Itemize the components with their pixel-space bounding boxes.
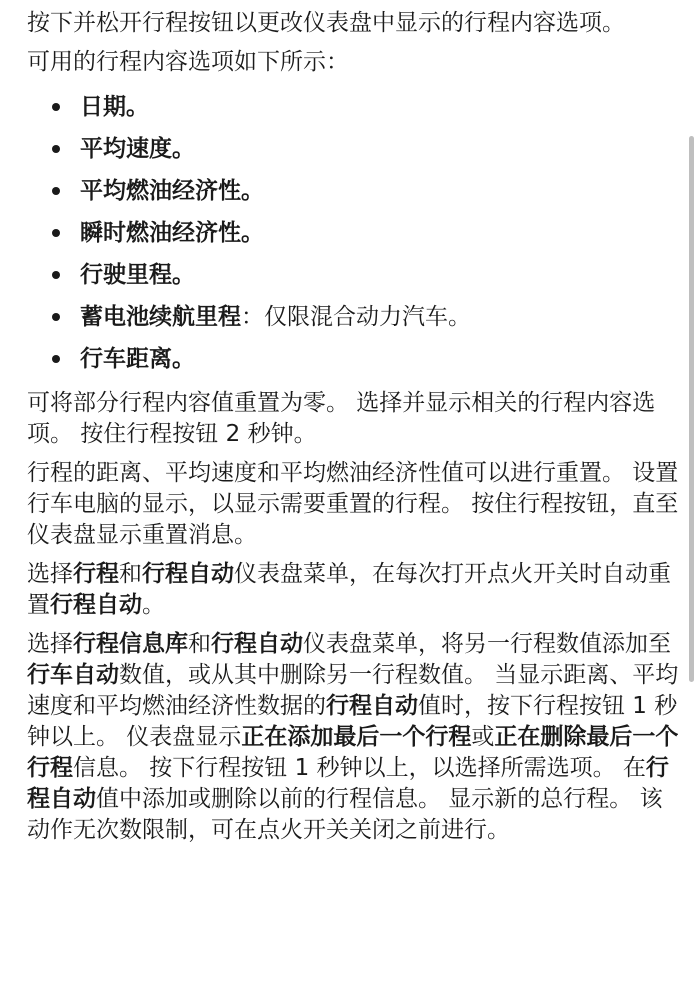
list-item: 行车距离。 (27, 338, 679, 380)
options-heading: 可用的行程内容选项如下所示： (27, 49, 349, 75)
list-item: 日期。 (27, 86, 679, 128)
bullet-icon (52, 313, 60, 321)
list-item: 行驶里程。 (27, 254, 679, 296)
bullet-icon (52, 271, 60, 279)
hybrid-note: ：仅限混合动力汽车。 (241, 304, 471, 330)
bullet-icon (52, 187, 60, 195)
list-item: 平均燃油经济性。 (27, 170, 679, 212)
auto-reset-paragraph: 选择行程和行程自动仪表盘菜单，在每次打开点火开关时自动重置行程自动。 (27, 561, 671, 618)
reset-paragraph: 可将部分行程内容值重置为零。 选择并显示相关的行程内容选项。 按住行程按钮 2 秒钟。 (27, 390, 656, 447)
trip-options-list (27, 86, 679, 380)
vertical-scrollbar[interactable] (689, 136, 694, 682)
list-item: 蓄电池续航里程：仅限混合动力汽车。 (27, 296, 679, 338)
bullet-icon (52, 145, 60, 153)
trip-database-paragraph: 选择行程信息库和行程自动仪表盘菜单，将另一行程数值添加至行车自动数值，或从其中删除另一行程数值。 当显示距离、平均速度和平均燃油经济性数据的行程自动值时，按下行程按钮 1 秒钟以上。 仪表盘显示正在添加最后一个行程或正在删除最后一个行程信息。 按下行程按钮 1 秒钟以上，以选择所需选项。 在行程自动值中添加或删除以前的行程信息。 显示新的总行程。 该动作无次数限制，可在点火开关关闭之前进行。 (27, 631, 679, 843)
list-item: 平均速度。 (27, 128, 679, 170)
bullet-icon (52, 355, 60, 363)
bullet-icon (52, 229, 60, 237)
bullet-icon (52, 103, 60, 111)
document-content (27, 8, 679, 854)
list-item: 瞬时燃油经济性。 (27, 212, 679, 254)
reset-detail-paragraph: 行程的距离、平均速度和平均燃油经济性值可以进行重置。 设置行车电脑的显示，以显示需要重置的行程。 按住行程按钮，直至仪表盘显示重置消息。 (27, 460, 679, 548)
intro-paragraph: 按下并松开行程按钮以更改仪表盘中显示的行程内容选项。 (27, 10, 625, 36)
